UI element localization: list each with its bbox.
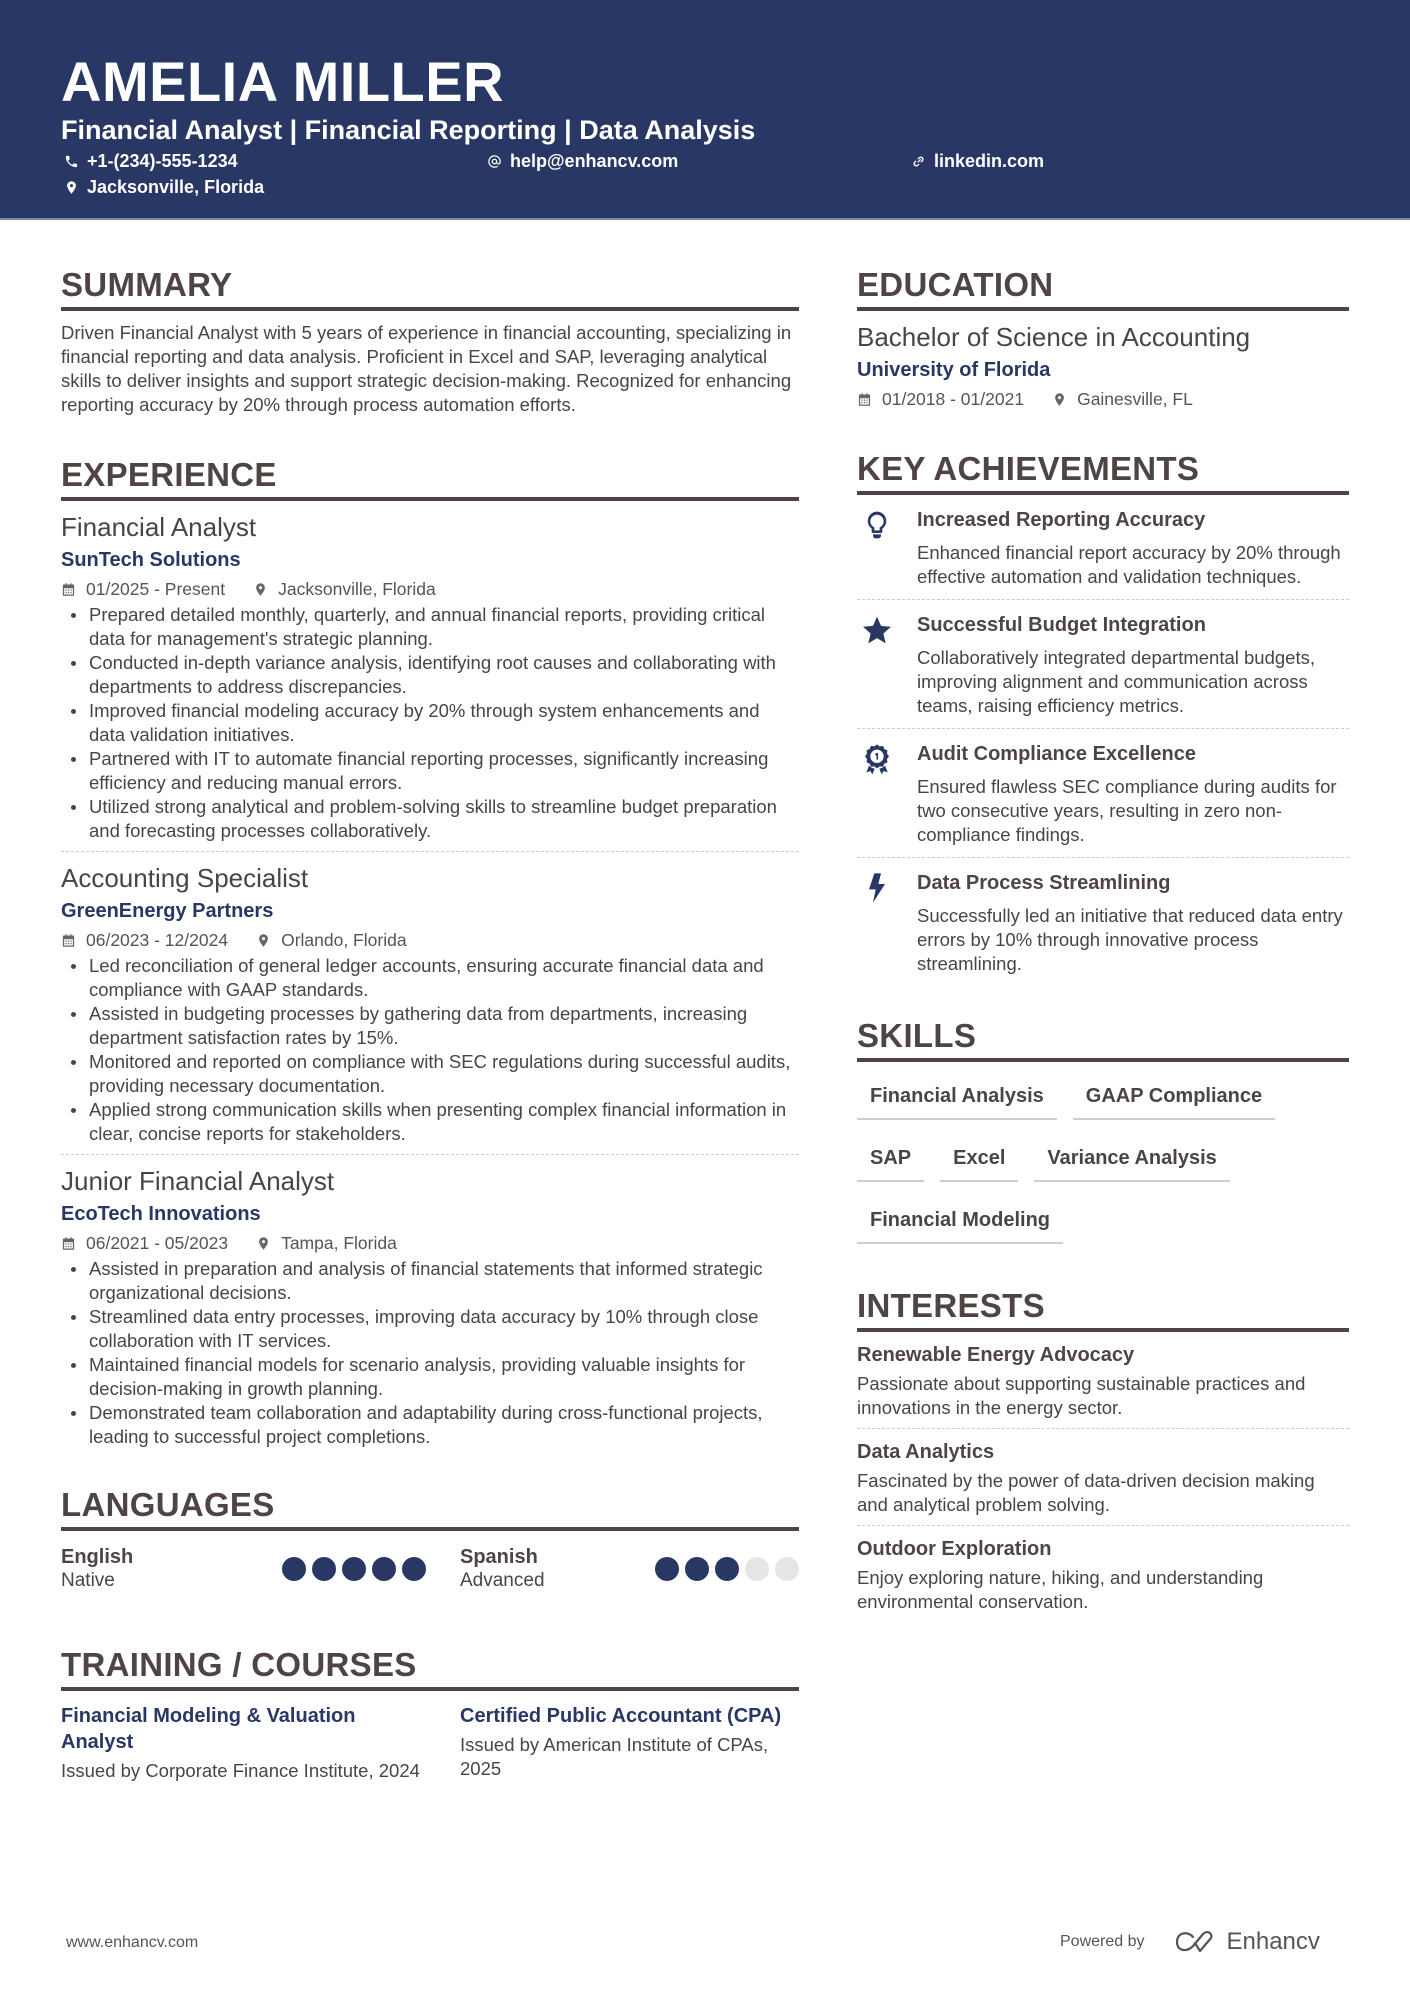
lightbulb-icon <box>857 507 917 589</box>
calendar-icon <box>61 582 76 597</box>
interests-heading: INTERESTS <box>857 1286 1349 1332</box>
experience-heading: EXPERIENCE <box>61 455 799 501</box>
languages-heading: LANGUAGES <box>61 1485 799 1531</box>
skill-tag: GAAP Compliance <box>1073 1072 1275 1120</box>
job-location: Tampa, Florida <box>256 1231 397 1255</box>
job-meta <box>61 928 799 952</box>
summary-heading: SUMMARY <box>61 265 799 311</box>
education-location: Gainesville, FL <box>1052 387 1193 411</box>
calendar-icon <box>61 933 76 948</box>
link-icon <box>910 153 926 169</box>
candidate-headline: Financial Analyst | Financial Reporting | Data Analysis <box>61 115 756 145</box>
rating-dot-filled <box>342 1557 366 1581</box>
skills-list <box>857 1072 1349 1258</box>
bullet-item: Monitored and reported on compliance with SEC regulations during successful audits, providing necessary documentation. <box>61 1050 799 1098</box>
phone-text: +1-(234)-555-1234 <box>87 151 238 171</box>
course-item <box>61 1703 430 1783</box>
skills-section <box>857 1016 1349 1258</box>
bullet-item: Applied strong communication skills when presenting complex financial information in clear, concise reports for stakeholders. <box>61 1098 799 1146</box>
summary-section <box>61 265 799 417</box>
achievement-title: Increased Reporting Accuracy <box>917 509 1206 531</box>
contact-linkedin[interactable] <box>910 150 1044 172</box>
company-name: EcoTech Innovations <box>61 1203 261 1225</box>
achievement-desc: Enhanced financial report accuracy by 20% through effective automation and validation techniques. <box>917 542 1341 587</box>
language-level: Native <box>61 1570 115 1591</box>
bullet-item: Maintained financial models for scenario analysis, providing valuable insights for decision-making in growth planning. <box>61 1353 799 1401</box>
proficiency-dots <box>282 1557 426 1581</box>
phone-icon <box>63 153 79 169</box>
interest-desc: Fascinated by the power of data-driven decision making and analytical problem solving. <box>857 1470 1315 1515</box>
job-dates: 01/2025 - Present <box>61 577 225 601</box>
job-bullets <box>61 603 799 843</box>
bullet-item: Streamlined data entry processes, improving data accuracy by 10% through close collaboration with IT services. <box>61 1305 799 1353</box>
skills-heading: SKILLS <box>857 1016 1349 1062</box>
education-meta <box>857 387 1349 411</box>
location-pin-icon <box>1052 392 1067 407</box>
job-dates: 06/2021 - 05/2023 <box>61 1231 228 1255</box>
rating-dot-empty <box>745 1557 769 1581</box>
job-bullets <box>61 1257 799 1449</box>
interest-desc: Enjoy exploring nature, hiking, and understanding environmental conservation. <box>857 1567 1264 1612</box>
course-issuer: Issued by American Institute of CPAs, 2025 <box>460 1734 769 1779</box>
job-meta <box>61 1231 799 1255</box>
job-meta <box>61 577 799 601</box>
powered-by <box>1060 1928 1320 1956</box>
job-dates: 06/2023 - 12/2024 <box>61 928 228 952</box>
linkedin-text: linkedin.com <box>934 151 1045 171</box>
language-level: Advanced <box>460 1570 545 1591</box>
interest-item <box>857 1525 1349 1622</box>
job-title: Junior Financial Analyst <box>61 1166 335 1196</box>
location-pin-icon <box>256 933 271 948</box>
proficiency-dots <box>655 1557 799 1581</box>
bullet-item: Prepared detailed monthly, quarterly, and annual financial reports, providing critical data for management's strategic planning. <box>61 603 799 651</box>
school-name: University of Florida <box>857 359 1051 381</box>
bullet-item: Assisted in preparation and analysis of financial statements that informed strategic organizational decisions. <box>61 1257 799 1305</box>
footer-website-link[interactable]: www.enhancv.com <box>66 1934 199 1951</box>
experience-section <box>61 455 799 1457</box>
achievement-title: Audit Compliance Excellence <box>917 743 1196 765</box>
interest-desc: Passionate about supporting sustainable practices and innovations in the energy sector. <box>857 1373 1306 1418</box>
achievement-item <box>857 599 1349 728</box>
job-entry <box>61 511 799 851</box>
rating-dot-filled <box>312 1557 336 1581</box>
achievement-title: Data Process Streamlining <box>917 872 1171 894</box>
at-sign-icon <box>486 153 502 169</box>
rating-dot-filled <box>685 1557 709 1581</box>
job-title: Accounting Specialist <box>61 863 309 893</box>
skill-tag: Financial Analysis <box>857 1072 1057 1120</box>
enhancv-logo[interactable] <box>1173 1928 1320 1956</box>
achievement-item <box>857 728 1349 857</box>
achievement-desc: Successfully led an initiative that reduced data entry errors by 10% through innovative process streamlining. <box>917 905 1343 974</box>
rating-dot-filled <box>372 1557 396 1581</box>
education-dates: 01/2018 - 01/2021 <box>857 387 1024 411</box>
company-name: GreenEnergy Partners <box>61 900 274 922</box>
contact-email[interactable] <box>486 150 678 172</box>
skill-tag: Financial Modeling <box>857 1196 1063 1244</box>
language-item <box>430 1545 799 1593</box>
education-heading: EDUCATION <box>857 265 1349 311</box>
interest-title: Renewable Energy Advocacy <box>857 1344 1135 1366</box>
course-title: Financial Modeling & Valuation Analyst <box>61 1705 356 1753</box>
lightning-bolt-icon <box>857 870 917 976</box>
location-pin-icon <box>256 1236 271 1251</box>
bullet-item: Partnered with IT to automate financial reporting processes, significantly increasing efficiency and reducing manual errors. <box>61 747 799 795</box>
interest-title: Outdoor Exploration <box>857 1538 1052 1560</box>
job-bullets <box>61 954 799 1146</box>
enhancv-brand: Enhancv <box>1226 1928 1320 1955</box>
summary-text: Driven Financial Analyst with 5 years of experience in financial accounting, specializing in financial reporting and data analysis. Proficient in Excel and SAP, leveraging analytical skills to deliver insights and support strategic decision-making. Recognized for enhancing reporting accuracy by 20% through process automation efforts. <box>61 322 792 415</box>
course-item <box>430 1703 799 1783</box>
achievements-section <box>857 449 1349 986</box>
powered-by-label: Powered by <box>1060 1933 1145 1950</box>
languages-section <box>61 1485 799 1593</box>
rating-dot-empty <box>775 1557 799 1581</box>
job-location: Jacksonville, Florida <box>253 577 436 601</box>
rating-dot-filled <box>402 1557 426 1581</box>
job-location: Orlando, Florida <box>256 928 406 952</box>
resume-header <box>0 0 1410 220</box>
enhancv-logo-icon <box>1173 1929 1219 1955</box>
rating-dot-filled <box>282 1557 306 1581</box>
achievement-item <box>857 857 1349 986</box>
rating-dot-filled <box>715 1557 739 1581</box>
candidate-name: AMELIA MILLER <box>61 50 505 113</box>
contact-phone <box>63 150 238 172</box>
calendar-icon <box>61 1236 76 1251</box>
location-pin-icon <box>63 179 79 195</box>
achievements-heading: KEY ACHIEVEMENTS <box>857 449 1349 495</box>
calendar-icon <box>857 392 872 407</box>
achievement-title: Successful Budget Integration <box>917 614 1206 636</box>
right-column <box>857 265 1349 1622</box>
location-pin-icon <box>253 582 268 597</box>
job-entry <box>61 1154 799 1457</box>
job-entry <box>61 851 799 1154</box>
achievement-item <box>857 495 1349 599</box>
interests-section <box>857 1286 1349 1622</box>
award-ribbon-icon <box>857 741 917 847</box>
bullet-item: Demonstrated team collaboration and adaptability during cross-functional projects, leading to successful project completions. <box>61 1401 799 1449</box>
interest-title: Data Analytics <box>857 1441 995 1463</box>
contact-location <box>63 176 264 198</box>
bullet-item: Led reconciliation of general ledger accounts, ensuring accurate financial data and compliance with GAAP standards. <box>61 954 799 1002</box>
email-text: help@enhancv.com <box>510 151 679 171</box>
star-icon <box>857 612 917 718</box>
interest-item <box>857 1332 1349 1428</box>
language-name: English <box>61 1546 134 1568</box>
rating-dot-filled <box>655 1557 679 1581</box>
left-column <box>61 265 799 1783</box>
degree: Bachelor of Science in Accounting <box>857 322 1251 352</box>
language-name: Spanish <box>460 1546 538 1568</box>
skill-tag: Excel <box>940 1134 1018 1182</box>
course-issuer: Issued by Corporate Finance Institute, 2024 <box>61 1760 420 1781</box>
company-name: SunTech Solutions <box>61 549 241 571</box>
language-item <box>61 1545 430 1593</box>
skill-tag: Variance Analysis <box>1034 1134 1229 1182</box>
achievement-desc: Ensured flawless SEC compliance during audits for two consecutive years, resulting in zero non-compliance findings. <box>917 776 1337 845</box>
training-heading: TRAINING / COURSES <box>61 1645 799 1691</box>
training-section <box>61 1645 799 1783</box>
interest-item <box>857 1428 1349 1525</box>
education-section <box>857 265 1349 411</box>
achievement-desc: Collaboratively integrated departmental budgets, improving alignment and communication across teams, raising efficiency metrics. <box>917 647 1315 716</box>
bullet-item: Conducted in-depth variance analysis, identifying root causes and collaborating with departments to address discrepancies. <box>61 651 799 699</box>
bullet-item: Improved financial modeling accuracy by 20% through system enhancements and data validation initiatives. <box>61 699 799 747</box>
location-text: Jacksonville, Florida <box>87 177 265 197</box>
bullet-item: Assisted in budgeting processes by gathering data from departments, increasing department satisfaction rates by 15%. <box>61 1002 799 1050</box>
skill-tag: SAP <box>857 1134 924 1182</box>
course-title: Certified Public Accountant (CPA) <box>460 1705 782 1727</box>
bullet-item: Utilized strong analytical and problem-solving skills to streamline budget preparation and forecasting processes collaboratively. <box>61 795 799 843</box>
job-title: Financial Analyst <box>61 512 257 542</box>
